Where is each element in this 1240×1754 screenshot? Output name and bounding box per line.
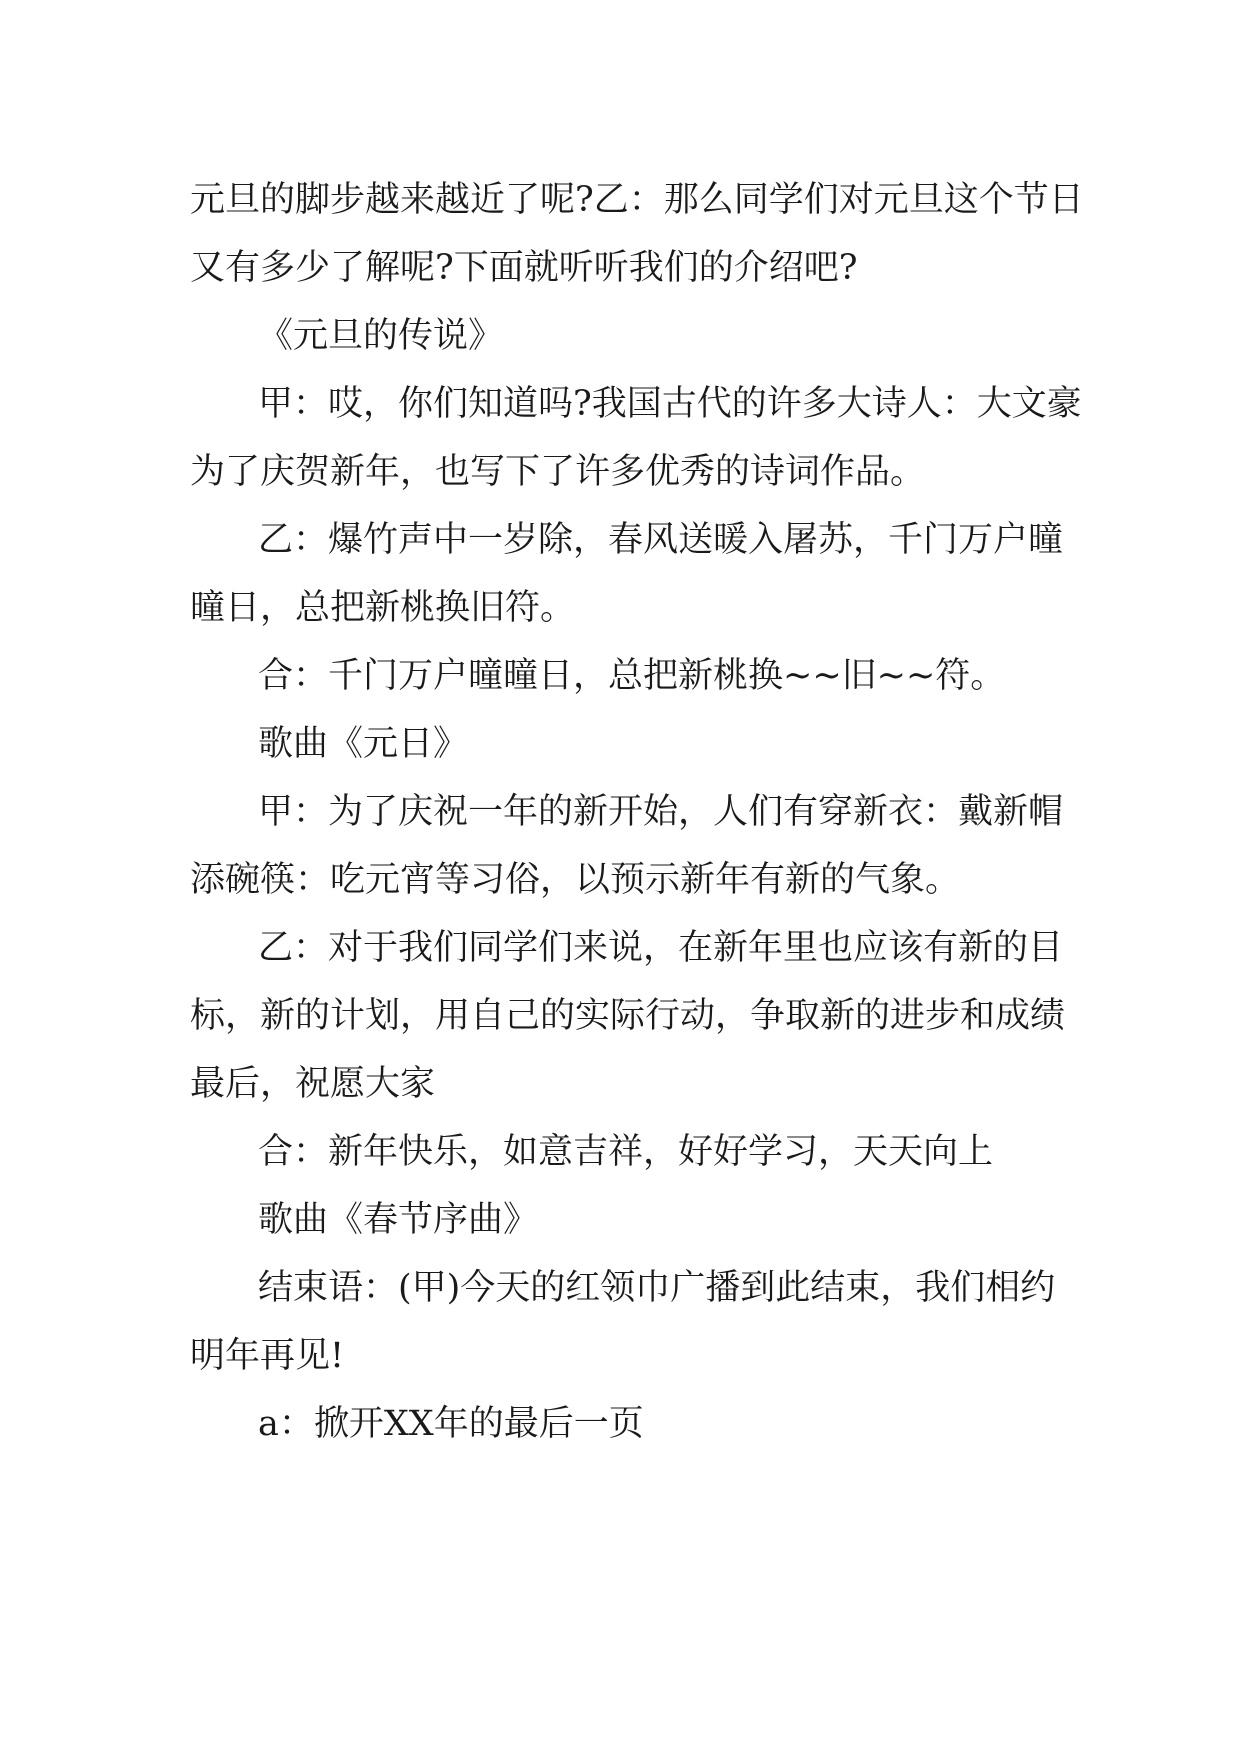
section-title: 歌曲《元日》 bbox=[258, 724, 469, 764]
text-line: 乙：对于我们同学们来说，在新年里也应该有新的目 bbox=[258, 928, 1064, 968]
text-line: 又有多少了解呢?下面就听听我们的介绍吧? bbox=[190, 248, 858, 288]
section-title: 《元旦的传说》 bbox=[258, 316, 504, 356]
text-line: 最后，祝愿大家 bbox=[190, 1064, 436, 1104]
text-line: 为了庆贺新年，也写下了许多优秀的诗词作品。 bbox=[190, 452, 926, 492]
text-line: 元旦的脚步越来越近了呢?乙：那么同学们对元旦这个节日 bbox=[190, 180, 1084, 220]
text-line: 明年再见! bbox=[190, 1336, 345, 1376]
text-line: 曈日，总把新桃换旧符。 bbox=[190, 588, 576, 628]
text-line: 添碗筷：吃元宵等习俗，以预示新年有新的气象。 bbox=[190, 860, 961, 900]
text-line: 合：千门万户曈曈日，总把新桃换~~旧~~符。 bbox=[258, 656, 1006, 696]
text-line: 甲：为了庆祝一年的新开始，人们有穿新衣：戴新帽 bbox=[258, 792, 1064, 832]
text-line: 甲：哎，你们知道吗?我国古代的许多大诗人：大文豪 bbox=[258, 384, 1082, 424]
text-line: 结束语：(甲)今天的红领巾广播到此结束，我们相约 bbox=[258, 1268, 1056, 1308]
text-line: 合：新年快乐，如意吉祥，好好学习，天天向上 bbox=[258, 1132, 994, 1172]
section-title: 歌曲《春节序曲》 bbox=[258, 1200, 539, 1240]
text-line: 乙：爆竹声中一岁除，春风送暖入屠苏，千门万户曈 bbox=[258, 520, 1064, 560]
text-line: 标，新的计划，用自己的实际行动，争取新的进步和成绩 bbox=[190, 996, 1066, 1036]
text-line: a：掀开XX年的最后一页 bbox=[258, 1404, 644, 1444]
